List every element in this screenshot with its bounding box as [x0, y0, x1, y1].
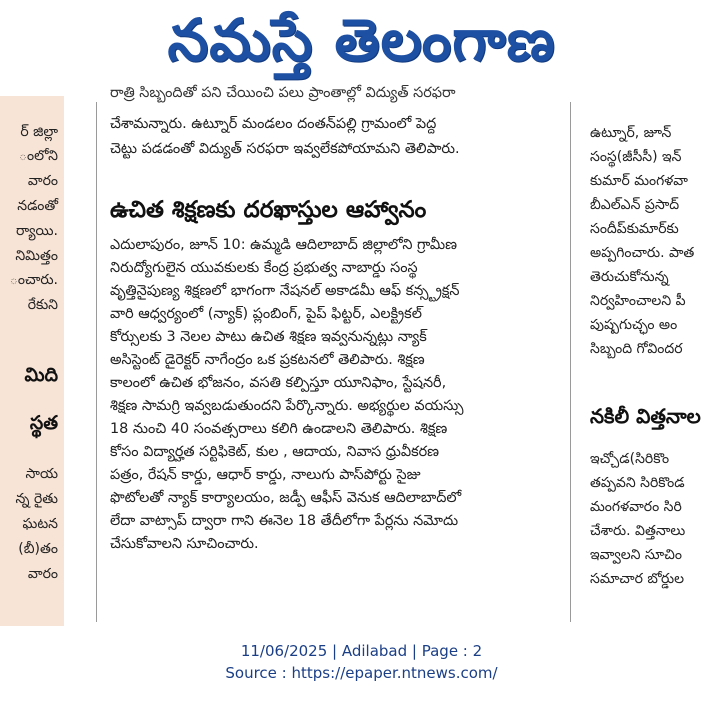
right-line: ఇచ్చోడ(సిరికొం	[590, 451, 670, 467]
right-column-heading: నకిలీ విత్తనాల	[590, 404, 701, 428]
newspaper-logo: నమస్తే తెలంగాణ	[167, 6, 556, 74]
left-line: ంలోని	[18, 148, 58, 164]
edition-info: 11/06/2025 | Adilabad | Page : 2	[240, 642, 483, 660]
right-line: మంగళవారం సిరి	[590, 499, 682, 515]
article-line: వారి ఆధ్వర్యంలో (న్యాక్) ప్లంబింగ్, పైప్ ఫిట్టర్, ఎలక్ట్రికల్	[110, 306, 422, 322]
right-line: ఉట్నూర్, జూన్	[590, 125, 672, 141]
masthead	[0, 0, 723, 86]
epaper-clipping	[0, 85, 723, 626]
right-line: పుష్పగుచ్ఛం అం	[590, 317, 678, 333]
left-heading-line: స్థత	[29, 412, 58, 434]
right-line: నిర్వహించాలని పీ	[590, 293, 686, 309]
left-line: వారం	[27, 566, 58, 582]
left-line: సాయ	[25, 466, 58, 482]
right-line: అప్పగించారు. పాత	[590, 245, 695, 261]
left-line: ఘటన	[22, 516, 58, 532]
article-line: చేసుకోవాలని సూచించారు.	[110, 536, 259, 552]
article-headline: ఉచిత శిక్షణకు దరఖాస్తుల ఆహ్వానం	[110, 197, 427, 223]
right-line: తెరుచుకోనున్న	[590, 269, 669, 285]
article-line: పత్రం, రేషన్ కార్డు, ఆధార్ కార్డు, నాలుగు పాస్‌పోర్టు సైజు	[110, 467, 421, 483]
left-line: నిమిత్తం	[15, 248, 58, 264]
source-url: Source : https://epaper.ntnews.com/	[225, 664, 498, 682]
left-line: ర్యాయి.	[16, 223, 58, 239]
right-line: తప్పవని సిరికొండ	[590, 475, 685, 491]
column-divider	[96, 102, 97, 622]
left-line: రేకుని	[27, 297, 58, 313]
article-line: 18 నుంచి 40 సంవత్సరాలు కలిగి ఉండాలని తెలిపారు. శిక్షణ	[110, 421, 448, 437]
cut-off-line: రాత్రి సిబ్బందితో పని చేయించి పలు ప్రాంతాల్లో విద్యుత్ సరఫరా	[110, 85, 456, 101]
article-line: ఎదులాపురం, జూన్ 10: ఉమ్మడి ఆదిలాబాద్ జిల్లాలోని గ్రామీణ	[110, 237, 457, 253]
article-line: కాలంలో ఉచిత భోజనం, వసతి కల్పిస్తూ యూనిఫాం, స్టేషనరీ,	[110, 375, 447, 391]
article-line: అసిస్టెంట్ డైరెక్టర్ నాగేంద్రం ఒక ప్రకటనలో తెలిపారు. శిక్షణ	[110, 352, 425, 368]
right-line: చేశారు. విత్తనాలు	[590, 523, 686, 539]
column-divider	[570, 102, 571, 622]
right-line: సంస్థ(జీసీసీ) ఇన్	[590, 149, 682, 165]
left-line: వారం	[27, 173, 58, 189]
article-line: లేదా వాట్సాప్ ద్వారా గాని ఈనెల 18 తేదీలోగా పేర్లను నమోదు	[110, 513, 459, 529]
article-line: వృత్తినైపుణ్య శిక్షణలో భాగంగా నేషనల్ అకాడమీ ఆఫ్ కన్స్ట్రక్షన్	[110, 283, 460, 299]
left-line: (బీ)తం	[18, 541, 58, 557]
article-line: కోర్సులకు 3 నెలల పాటు ఉచిత శిక్షణ ఇవ్వనున్నట్లు న్యాక్	[110, 329, 427, 345]
left-line: ంచారు.	[9, 272, 58, 288]
right-line: బీఎల్ఎన్ ప్రసాద్	[590, 197, 680, 213]
right-column-fragment	[578, 96, 723, 626]
left-heading-line: మిది	[24, 364, 58, 386]
left-line: నడంతో	[17, 198, 58, 214]
right-line: సందీప్‌కుమార్‌కు	[590, 221, 679, 237]
article-column	[110, 85, 565, 626]
left-line: న్న రైతు	[15, 491, 58, 507]
left-column-fragment	[0, 96, 64, 626]
right-line: సిబ్బంది గోవిందర	[590, 341, 683, 357]
article-line: కోసం విద్యార్హత సర్టిఫికెట్, కుల , ఆదాయ, నివాస ధ్రువీకరణ	[110, 444, 440, 460]
article-line: శిక్షణ సామగ్రి ఇవ్వబడుతుందని పేర్కొన్నారు. అభ్యర్థుల వయస్సు	[110, 398, 464, 414]
right-line: కుమార్ మంగళవా	[590, 173, 688, 189]
article-line: నిరుద్యోగులైన యువకులకు కేంద్ర ప్రభుత్వ నాబార్డు సంస్థ	[110, 260, 418, 276]
article-line: చెట్టు పడడంతో విద్యుత్ సరఫరా ఇవ్వలేకపోయామని తెలిపారు.	[110, 141, 460, 157]
right-line: ఇవ్వాలని సూచిం	[590, 547, 682, 563]
left-line: ర్ జిల్లా	[20, 124, 58, 140]
source-footer	[0, 640, 723, 684]
right-line: సమాచార బోర్డుల	[590, 571, 685, 587]
article-line: ఫొటోలతో న్యాక్ కార్యాలయం, జడ్పీ ఆఫీస్ వెనుక ఆదిలాబాద్‌లో	[110, 490, 462, 506]
article-line: చేశామన్నారు. ఉట్నూర్ మండలం దంతన్‌పల్లి గ్రామంలో పెద్ద	[110, 116, 437, 132]
